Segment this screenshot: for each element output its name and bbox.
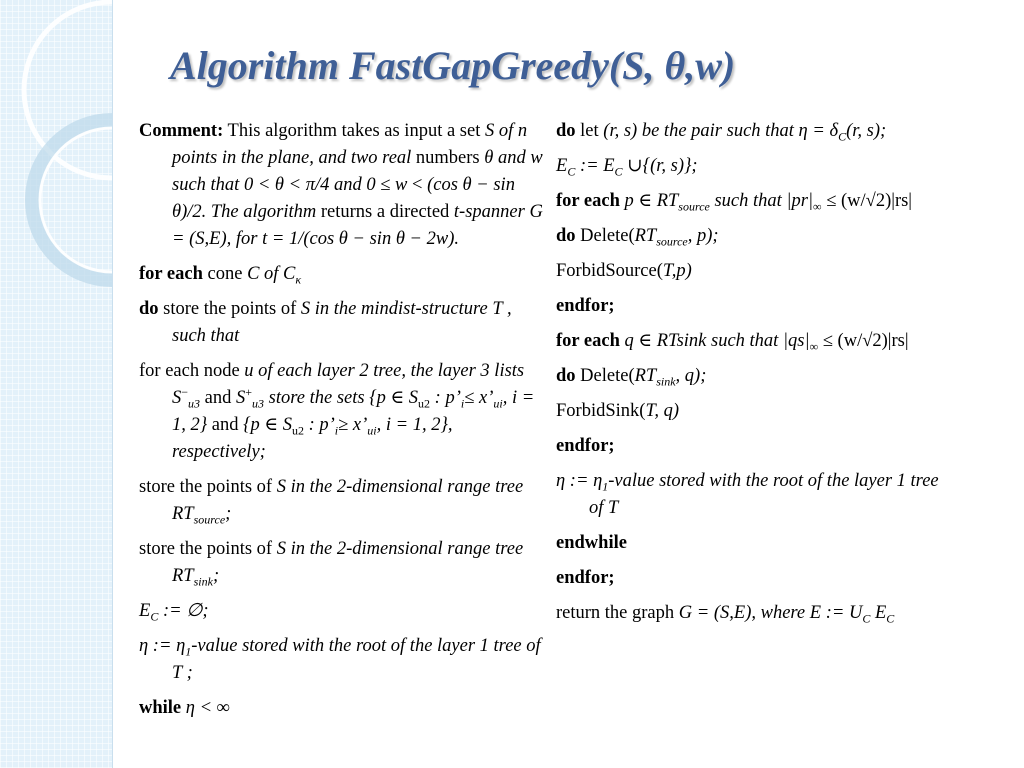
text: return the graph (556, 603, 679, 623)
keyword: do (556, 121, 576, 141)
subscript: C (838, 129, 847, 144)
keyword: endfor; (556, 568, 615, 588)
text: , i = 1, 2} (172, 388, 535, 435)
text: , p); (687, 226, 719, 246)
endfor-line (556, 293, 951, 320)
left-column (139, 118, 549, 730)
text: η := η (139, 636, 186, 656)
for-each-node-line (139, 358, 549, 466)
for-each-cone-line (139, 261, 549, 288)
subscript: 1 (185, 644, 192, 659)
text: RT (634, 226, 657, 246)
for-each-source-line (556, 188, 951, 215)
keyword: for each (139, 264, 203, 284)
subscript: source (678, 199, 710, 214)
decorative-rings (0, 0, 112, 768)
text: ≤ x’ (464, 388, 494, 408)
subscript: sink (656, 374, 676, 389)
text: , q); (675, 366, 707, 386)
subscript: C (862, 611, 871, 626)
return-line (556, 600, 951, 627)
store-source-line (139, 474, 549, 528)
delete-sink-line (556, 363, 951, 390)
endwhile-line (556, 530, 951, 557)
superscript: + (245, 384, 253, 399)
text: √2)|rs| (865, 191, 913, 211)
keyword: for each (556, 331, 620, 351)
subscript: u2 (291, 423, 304, 438)
text: p ∈ RT (619, 191, 679, 211)
subscript: ∞ (813, 199, 822, 214)
subscript: C (614, 164, 623, 179)
text: ≥ x’ (338, 415, 368, 435)
superscript: − (181, 384, 189, 399)
text: : p’ (430, 388, 461, 408)
endfor-line (556, 433, 951, 460)
text: let (575, 121, 604, 141)
subscript: κ (295, 272, 302, 287)
subscript: u2 (418, 396, 431, 411)
text: S in the mindist-structure T , such that (172, 299, 512, 346)
text: , i = 1, 2}, respectively; (172, 415, 453, 462)
text: √2)|rs| (862, 331, 909, 351)
comment-paragraph (139, 118, 549, 253)
text: (r, s); (846, 121, 887, 141)
text: q ∈ RTsink such that |qs| (619, 331, 810, 351)
text: S (236, 388, 246, 408)
text: This algorithm takes as input a set (223, 121, 485, 141)
text: T,p) (662, 261, 692, 281)
text: ≤ (w/ (821, 191, 866, 211)
text: u of each layer 2 tree, the layer 3 lists S (172, 361, 525, 408)
text: (r, s) be the pair such that η = δ (603, 121, 839, 141)
text: < (407, 175, 428, 195)
keyword: do (556, 226, 576, 246)
text: and (200, 388, 236, 408)
while-line (139, 695, 549, 722)
subscript: ∞ (809, 339, 819, 354)
text: ; (225, 504, 232, 524)
store-sink-line (139, 536, 549, 590)
text: ; (212, 566, 220, 586)
text: Delete( (575, 366, 635, 386)
do-let-line (556, 118, 951, 145)
text: : p’ (303, 415, 335, 435)
subscript: C (567, 164, 576, 179)
text: S in the 2-dimensional range tree RT (172, 477, 524, 524)
comment-label: Comment: (139, 121, 224, 141)
text: ForbidSource( (556, 261, 663, 281)
right-column (556, 118, 951, 635)
subscript: sink (193, 574, 213, 589)
text: T, q) (645, 401, 680, 421)
text: ≤ (w/ (818, 331, 863, 351)
text: η := η (556, 471, 603, 491)
text: ∪{(r, s)}; (622, 156, 698, 176)
text: returns a directed (316, 202, 454, 222)
text: {p ∈ S (243, 415, 292, 435)
keyword: do (556, 366, 576, 386)
text: ForbidSink( (556, 401, 646, 421)
text: := ∅; (158, 601, 209, 621)
text: for each node (139, 361, 245, 381)
text: store the points of (139, 477, 277, 497)
forbid-sink-line (556, 398, 951, 425)
text: store the points of (158, 299, 301, 319)
text: η < ∞ (181, 698, 230, 718)
subscript: i (460, 396, 465, 411)
text: Delete( (575, 226, 635, 246)
text: RT (634, 366, 657, 386)
eta-init-line (139, 633, 549, 687)
keyword: for each (556, 191, 620, 211)
ring-1 (24, 2, 112, 178)
keyword: endwhile (556, 533, 627, 553)
text: E (556, 156, 568, 176)
text: and (207, 415, 244, 435)
subscript: C (886, 611, 895, 626)
subscript: ui (493, 396, 503, 411)
text: S of n points in the plane, and two real (172, 121, 528, 168)
do-store-line (139, 296, 549, 350)
subscript: u3 (188, 396, 201, 411)
text: t-spanner G = (S,E), for t = 1/(cos θ − sin θ − 2w). (172, 202, 543, 249)
decorative-side-panel (0, 0, 113, 768)
subscript: ui (367, 423, 377, 438)
endfor-line (556, 565, 951, 592)
text: store the sets {p ∈ S (264, 388, 419, 408)
text: E (139, 601, 151, 621)
text: C of C (247, 264, 296, 284)
text: store the points of (139, 539, 277, 559)
ec-init-line (139, 598, 549, 625)
text: E (870, 603, 887, 623)
text: S in the 2-dimensional range tree RT (172, 539, 524, 586)
forbid-source-line (556, 258, 951, 285)
eta-update-line (556, 468, 951, 522)
for-each-sink-line (556, 328, 951, 355)
text: numbers (411, 148, 485, 168)
text: cone (202, 264, 248, 284)
subscript: C (150, 609, 159, 624)
ec-update-line (556, 153, 951, 180)
text: -value stored with the root of the layer 1 tree of T (589, 471, 939, 518)
keyword: while (139, 698, 182, 718)
keyword: endfor; (556, 296, 615, 316)
keyword: endfor; (556, 436, 615, 456)
delete-source-line (556, 223, 951, 250)
text: (cos θ − sin θ)/2. The algorithm (172, 175, 515, 222)
slide-title: Algorithm FastGapGreedy(S, θ,w) (170, 43, 736, 88)
text: := E (575, 156, 615, 176)
text: such that |pr| (709, 191, 814, 211)
subscript: 1 (602, 479, 609, 494)
keyword: do (139, 299, 159, 319)
text: θ and w such that 0 < θ < π/4 and 0 ≤ w (172, 148, 543, 195)
subscript: u3 (252, 396, 265, 411)
subscript: source (656, 234, 688, 249)
text: -value stored with the root of the layer 1 tree of T ; (172, 636, 541, 683)
text: G = (S,E), where E := U (678, 603, 863, 623)
subscript: source (193, 512, 226, 527)
subscript: i (334, 423, 339, 438)
